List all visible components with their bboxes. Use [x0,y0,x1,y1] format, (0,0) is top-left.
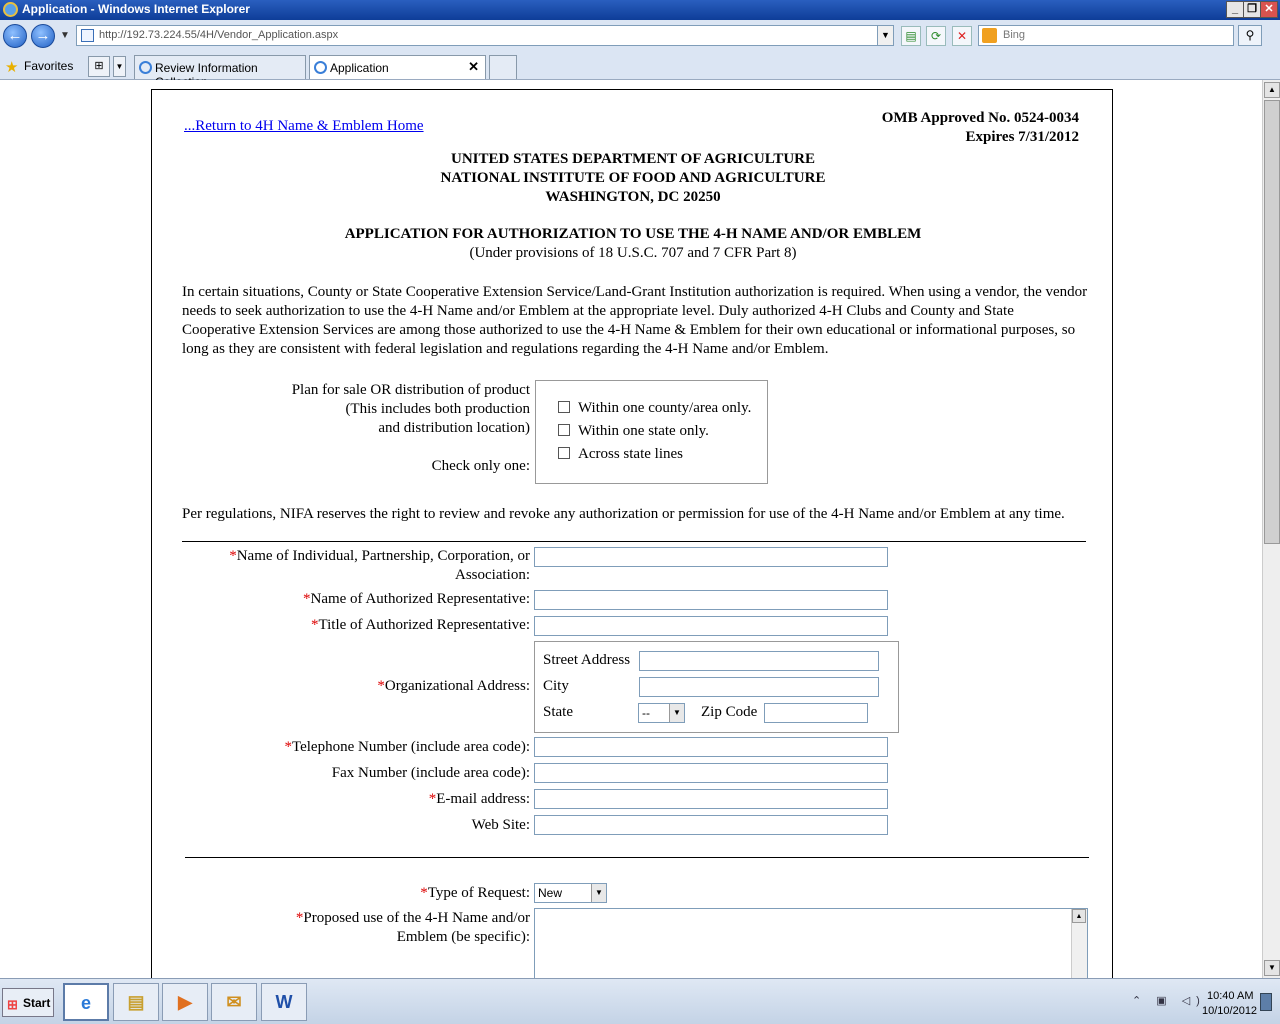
option-state[interactable] [558,423,709,440]
option-across-states[interactable] [558,446,683,463]
auth-rep-title-label [192,616,530,635]
divider [182,541,1086,542]
across-states-checkbox[interactable] [558,447,570,459]
scroll-up-icon[interactable]: ▲ [1072,909,1086,923]
tab-application[interactable] [309,55,486,79]
page-icon [81,29,94,42]
system-tray [1130,987,1278,1019]
agency-line: NATIONAL INSTITUTE OF FOOD AND AGRICULTURE [440,170,826,186]
tray-icons[interactable]: ⌃ ▣ ◁) [1132,995,1206,1007]
required-marker: * [377,678,385,694]
check-only-one-label: Check only one: [431,458,530,474]
address-bar[interactable] [76,25,894,46]
email-input[interactable] [534,789,888,809]
auth-rep-name-input[interactable] [534,590,888,610]
state-value: -- [642,706,650,720]
application-form [151,89,1113,989]
refresh-icon[interactable]: ⟳ [926,26,946,46]
required-marker: * [311,617,319,633]
city-label: City [543,678,569,694]
state-checkbox[interactable] [558,424,570,436]
zip-label: Zip Code [701,704,758,720]
required-marker: * [428,791,437,807]
search-placeholder: Bing [1003,29,1026,41]
search-input[interactable] [978,25,1234,46]
minimize-button[interactable]: _ [1226,1,1244,18]
required-marker: * [229,548,237,564]
required-marker: * [302,591,311,607]
favorites-star-icon[interactable]: ★ [5,59,19,76]
window-title: Application - Windows Internet Explorer [22,2,250,16]
city-input[interactable] [639,677,879,697]
option-label: Within one county/area only. [578,400,752,416]
fax-label: Fax Number (include area code): [331,765,530,781]
label-text: Emblem (be specific): [396,929,530,945]
option-county[interactable] [558,400,751,417]
divider [185,857,1089,858]
media-player-taskbar-icon[interactable]: ▶ [162,983,208,1021]
forward-button[interactable]: → [31,24,55,48]
stop-icon[interactable]: ✕ [952,26,972,46]
close-window-button[interactable]: ✕ [1260,1,1278,18]
address-dropdown-icon[interactable]: ▼ [877,26,893,45]
tab-label: Application [330,61,389,75]
plan-label-line: Plan for sale OR distribution of product [291,382,530,398]
street-input[interactable] [639,651,879,671]
label-text: Proposed use of the 4-H Name and/or [303,910,530,926]
scroll-down-icon[interactable]: ▼ [1264,960,1280,976]
taskbar [0,978,1280,1024]
omb-info [882,109,1079,147]
option-label: Within one state only. [578,423,709,439]
intro-paragraph: In certain situations, County or State Cooperative Extension Service/Land-Grant Institution authorization is required. When using a vendor, the vendor needs to seek authorization to use the 4-H Name and/or Emblem at the appropriate level. Duly authorized 4-H Clubs and County and State Cooperative Extension Services are among those authorized to use the 4-H Name & Emblem for their own educational or informational purposes, so long as they are consistent with federal legislation and regulations regarding the 4-H Name and/or Emblem. [182,284,1088,357]
windows-logo-icon: ⊞ [7,997,18,1012]
website-label: Web Site: [471,817,530,833]
plan-label-line: (This includes both production [345,401,530,417]
option-label: Across state lines [578,446,683,462]
name-input[interactable] [534,547,888,567]
outlook-taskbar-icon[interactable]: ✉ [211,983,257,1021]
telephone-input[interactable] [534,737,888,757]
internet-explorer-taskbar-icon[interactable]: e [63,983,109,1021]
request-type-value: New [538,886,563,900]
scroll-up-icon[interactable]: ▲ [1264,82,1280,98]
org-address-label [192,677,530,696]
state-select[interactable] [638,703,685,723]
agency-line: UNITED STATES DEPARTMENT OF AGRICULTURE [451,151,815,167]
clock-date[interactable]: 10/10/2012 [1202,1005,1258,1017]
navigation-bar [0,20,1280,52]
address-group [534,641,899,733]
new-tab-button[interactable] [489,55,517,79]
required-marker: * [284,739,292,755]
restore-button[interactable]: ❐ [1243,1,1261,18]
auth-rep-name-label [192,590,530,609]
favorites-label[interactable]: Favorites [24,59,74,73]
window-title-bar [0,0,1280,20]
tab-review-information-collection[interactable] [134,55,306,79]
plan-options-box [535,380,768,484]
regulations-note: Per regulations, NIFA reserves the right to review and revoke any authorization or permission for use of the 4-H Name and/or Emblem at any time. [182,506,1065,522]
name-label-text: Association: [455,567,530,583]
quick-tabs-icon[interactable]: ⊞ [88,56,110,77]
name-label-text: Name of Individual, Partnership, Corporation, or [236,548,530,564]
label-text: Type of Request: [427,885,530,901]
tab-label: Review Information [155,61,258,75]
ie-tab-icon [314,61,327,74]
proposed-use-label [192,909,530,947]
recent-pages-dropdown-icon[interactable]: ▼ [60,30,70,41]
label-text: Telephone Number (include area code): [291,739,530,755]
plan-label [252,381,530,438]
tab-list-dropdown-icon[interactable]: ▼ [113,56,126,77]
request-type-select[interactable] [534,883,607,903]
street-label: Street Address [543,652,631,668]
form-subtitle: (Under provisions of 18 U.S.C. 707 and 7 CFR Part 8) [469,245,797,261]
close-tab-icon[interactable]: ✕ [468,59,479,74]
textarea-scrollbar[interactable] [1071,909,1087,989]
bing-icon [982,28,997,43]
required-marker: * [295,910,304,926]
back-button[interactable]: ← [3,24,27,48]
return-home-link[interactable]: ...Return to 4H Name & Emblem Home [184,118,424,134]
ie-tab-icon [139,61,152,74]
telephone-label [192,738,530,757]
required-marker: * [420,885,428,901]
fax-input[interactable] [534,763,888,783]
chevron-down-icon[interactable]: ▼ [669,704,684,722]
url-text[interactable]: http://192.73.224.55/4H/Vendor_Application.aspx [99,29,339,41]
website-input[interactable] [534,815,888,835]
label-text: Name of Authorized Representative: [310,591,530,607]
show-desktop-button[interactable] [1260,993,1272,1011]
clock-time[interactable]: 10:40 AM [1207,990,1254,1002]
ie-icon [3,2,18,17]
start-label: Start [23,996,51,1010]
name-label [192,547,530,585]
email-label [192,790,530,809]
agency-header [152,150,1114,207]
chevron-down-icon[interactable]: ▼ [591,884,606,902]
file-explorer-taskbar-icon[interactable]: ▤ [113,983,159,1021]
label-text: E-mail address: [436,791,530,807]
favorites-bar [0,52,1280,80]
form-title: APPLICATION FOR AUTHORIZATION TO USE THE 4-H NAME AND/OR EMBLEM [344,226,922,242]
compatibility-view-icon[interactable]: ▤ [901,26,921,46]
label-text: Organizational Address: [384,678,530,694]
label-text: Title of Authorized Representative: [318,617,530,633]
agency-line: WASHINGTON, DC 20250 [545,189,721,205]
page-scrollbar[interactable] [1262,80,1280,978]
zip-input[interactable] [764,703,868,723]
state-label: State [543,704,573,720]
word-taskbar-icon[interactable]: W [261,983,307,1021]
request-type-label [192,884,530,903]
omb-number: OMB Approved No. 0524-0034 [881,110,1079,126]
auth-rep-title-input[interactable] [534,616,888,636]
page-viewport [0,80,1280,978]
search-icon[interactable]: ⚲ [1238,25,1262,46]
start-button[interactable] [2,988,54,1017]
scroll-thumb[interactable] [1264,100,1280,544]
plan-label-line: and distribution location) [378,420,530,436]
county-checkbox[interactable] [558,401,570,413]
omb-expires: Expires 7/31/2012 [965,129,1079,145]
